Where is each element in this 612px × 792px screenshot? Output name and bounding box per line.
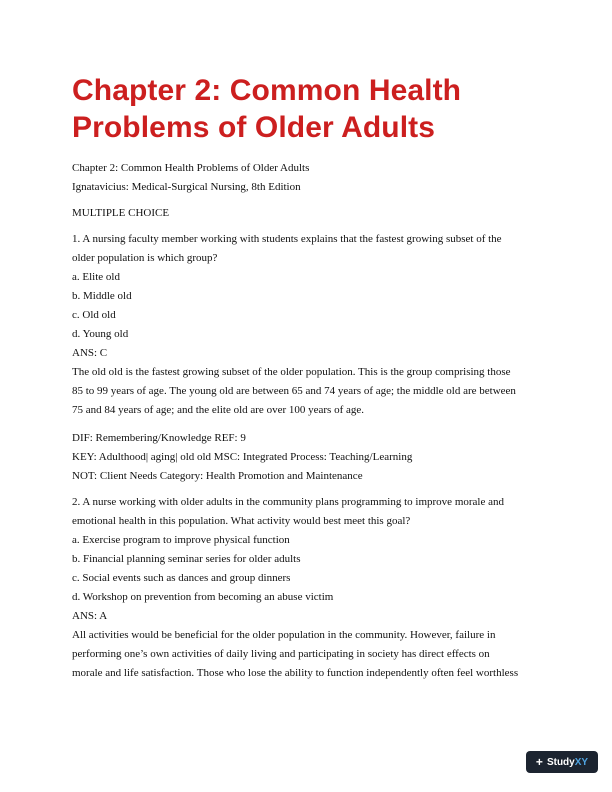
question-stem: older population is which group?: [72, 252, 218, 264]
answer-option: b. Middle old: [72, 290, 132, 302]
question-stem: 1. A nursing faculty member working with students explains that the fastest growing subset of the: [72, 233, 502, 245]
answer-option: c. Old old: [72, 309, 116, 321]
answer-option: d. Workshop on prevention from becoming an abuse victim: [72, 591, 334, 603]
chapter-title: Chapter 2: Common Health Problems of Older Adults: [72, 74, 462, 144]
rationale: 75 and 84 years of age; and the elite old are over 100 years of age.: [72, 404, 364, 416]
badge-accent: XY: [574, 756, 589, 768]
rationale: All activities would be beneficial for the older population in the community. However, failure in: [72, 629, 496, 641]
badge-prefix: Study: [546, 756, 575, 768]
question-meta: DIF: Remembering/Knowledge REF: 9: [72, 432, 246, 444]
document-page: [72, 72, 542, 683]
answer-option: c. Social events such as dances and group dinners: [72, 572, 291, 584]
question-stem: emotional health in this population. What activity would best meet this goal?: [72, 515, 411, 527]
plus-icon: +: [535, 755, 543, 769]
question-2: [72, 493, 542, 683]
rationale: performing one’s own activities of daily living and participating in society has direct effects on: [72, 648, 490, 660]
rationale: morale and life satisfaction. Those who lose the ability to function independently often feel worthless: [72, 667, 519, 679]
source-line: Ignatavicius: Medical-Surgical Nursing, 8th Edition: [72, 181, 301, 193]
rationale: 85 to 99 years of age. The young old are between 65 and 74 years of age; the middle old are between: [72, 385, 516, 397]
question-meta: NOT: Client Needs Category: Health Promotion and Maintenance: [72, 470, 363, 482]
answer-option: a. Elite old: [72, 271, 120, 283]
answer-option: a. Exercise program to improve physical function: [72, 534, 290, 546]
answer-key: ANS: A: [72, 610, 108, 622]
answer-option: b. Financial planning seminar series for older adults: [72, 553, 301, 565]
rationale: The old old is the fastest growing subset of the older population. This is the group comprising those: [72, 366, 511, 378]
question-stem: 2. A nurse working with older adults in the community plans programming to improve morale and: [72, 496, 504, 508]
answer-option: d. Young old: [72, 328, 129, 340]
document-meta: [72, 159, 542, 197]
studyxy-badge[interactable]: [526, 751, 598, 773]
answer-key: ANS: C: [72, 347, 108, 359]
subtitle: Chapter 2: Common Health Problems of Older Adults: [72, 162, 310, 174]
question-1: [72, 230, 542, 486]
question-meta: KEY: Adulthood| aging| old old MSC: Integrated Process: Teaching/Learning: [72, 451, 413, 463]
section-heading: MULTIPLE CHOICE: [72, 207, 170, 219]
